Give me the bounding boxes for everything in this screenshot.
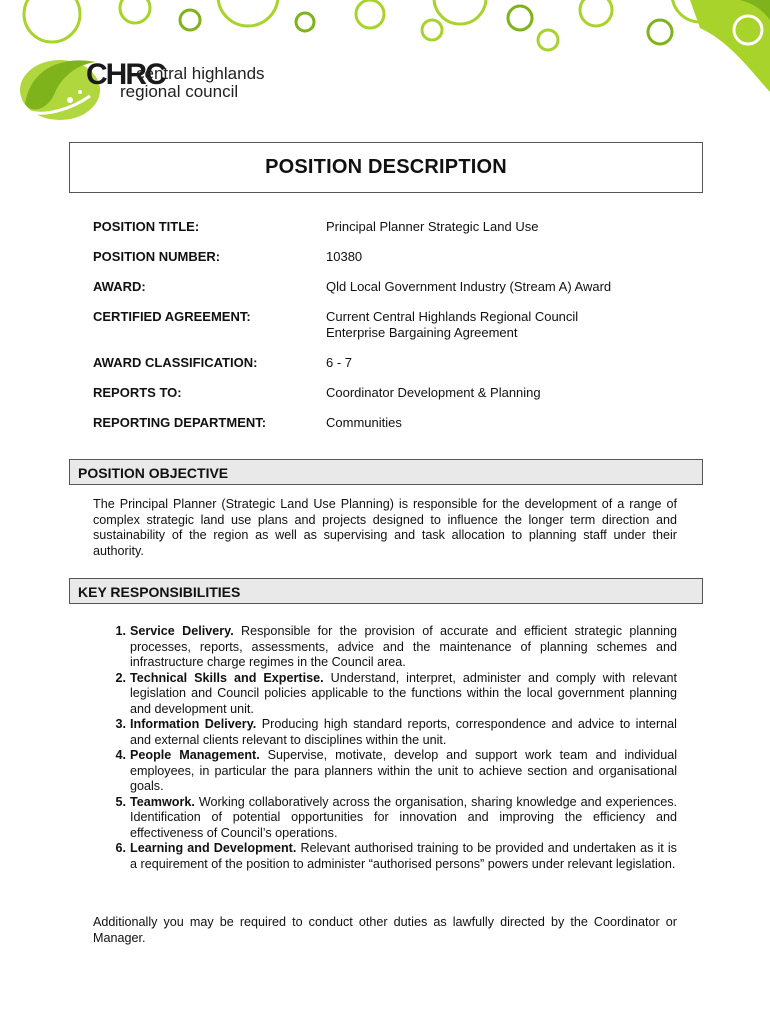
logo-abbreviation: CHRC (86, 58, 165, 91)
list-item (93, 671, 677, 718)
detail-row (93, 219, 693, 235)
responsibilities-heading: KEY RESPONSIBILITIES (69, 578, 703, 604)
objective-heading: POSITION OBJECTIVE (69, 459, 703, 485)
detail-label: AWARD: (93, 279, 146, 294)
item-title: Technical Skills and Expertise. (130, 670, 324, 685)
detail-value: Enterprise Bargaining Agreement (326, 325, 518, 340)
detail-row (93, 279, 693, 295)
detail-label: REPORTS TO: (93, 385, 182, 400)
item-text: Supervise, motivate, develop and support work team and individual employees, in particular the para planners within the unit to achieve section and organisational goals. (130, 748, 677, 793)
item-number: 5. (115, 794, 126, 809)
detail-row (93, 309, 693, 341)
list-item (93, 748, 677, 795)
detail-row (93, 385, 693, 401)
title-box (69, 142, 703, 193)
item-title: People Management. (130, 748, 260, 762)
item-number: 2. (115, 670, 126, 685)
item-title: Information Delivery. (130, 717, 257, 731)
responsibilities-list (93, 624, 677, 872)
detail-row (93, 355, 693, 371)
detail-label: REPORTING DEPARTMENT: (93, 415, 267, 430)
list-item (93, 795, 677, 842)
position-details (93, 219, 693, 445)
detail-row (93, 249, 693, 265)
detail-label: POSITION TITLE: (93, 219, 200, 234)
objective-text: The Principal Planner (Strategic Land Use Planning) is responsible for the development of a range of complex strategic land use plans and projects designed to influence the longer term direction and sustainability of the region as well as supervising and task allocation to planning staff under their authority. (93, 497, 677, 558)
item-number: 4. (115, 748, 126, 762)
logo-name-line2: regional council (120, 82, 239, 101)
detail-row (93, 415, 693, 431)
item-number: 1. (115, 624, 126, 638)
detail-value: Principal Planner Strategic Land Use (326, 219, 539, 234)
detail-value: Coordinator Development & Planning (326, 385, 541, 400)
item-title: Service Delivery. (130, 624, 234, 638)
list-item (93, 624, 677, 671)
item-text: Producing high standard reports, correspondence and advice to internal and external clients relevant to disciplines within the unit. (130, 717, 677, 747)
item-number: 3. (115, 717, 126, 731)
green-wave (690, 0, 770, 92)
list-item (93, 717, 677, 748)
item-title: Teamwork. (130, 794, 195, 809)
detail-value: Current Central Highlands Regional Council (326, 309, 579, 324)
detail-value: 6 - 7 (326, 355, 353, 370)
item-text: Understand, interpret, administer and comply with relevant legislation and Council policies applicable to the functions within the local government planning and development unit. (130, 670, 677, 716)
detail-value: Qld Local Government Industry (Stream A) Award (326, 279, 612, 294)
detail-value: 10380 (326, 249, 363, 264)
detail-label: CERTIFIED AGREEMENT: (93, 309, 251, 324)
decorative-circles (24, 0, 728, 50)
item-text: Relevant authorised training to be provided and undertaken as it is a requirement of the position to administer “authorised persons” powers under relevant legislation. (130, 841, 677, 871)
closing-text: Additionally you may be required to conduct other duties as lawfully directed by the Coordinator or Manager. (93, 915, 677, 945)
detail-label: AWARD CLASSIFICATION: (93, 355, 258, 370)
item-number: 6. (115, 841, 126, 855)
logo-name-line1: central highlands (136, 64, 265, 83)
item-title: Learning and Development. (130, 841, 297, 855)
list-item (93, 841, 677, 872)
detail-value: Communities (326, 415, 402, 430)
item-text: Responsible for the provision of accurate and efficient strategic planning processes, reports, assessments, advice and the maintenance of planning schemes and infrastructure charge regimes in the Council area. (130, 624, 678, 669)
document-title: POSITION DESCRIPTION (265, 156, 507, 178)
detail-label: POSITION NUMBER: (93, 249, 221, 264)
item-text: Working collaboratively across the organisation, sharing knowledge and experiences. Identification of potential opportunities for innovation and improving the efficiency and effectiveness of Council’s operations. (130, 794, 677, 840)
